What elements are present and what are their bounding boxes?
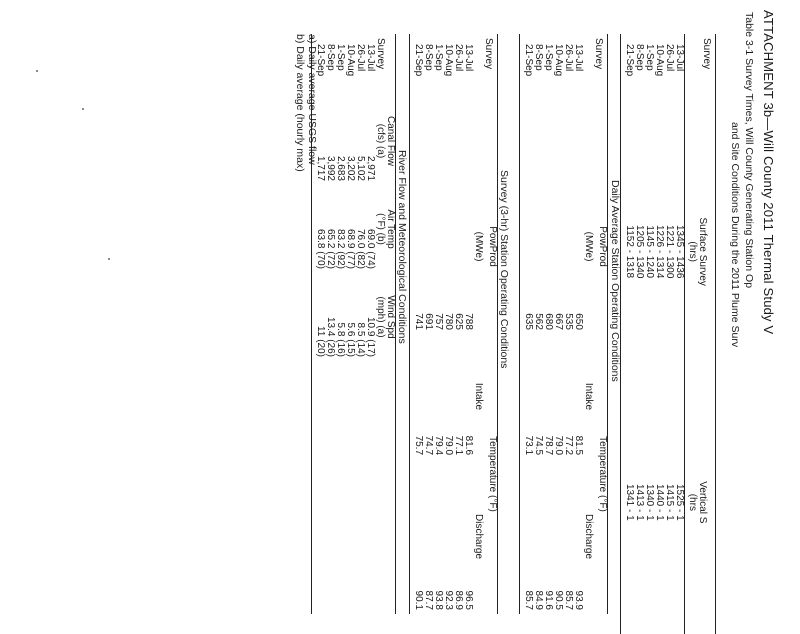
table-row — [355, 34, 365, 614]
table-cell-survey: 21-Sep — [413, 44, 424, 77]
document-title: ATTACHMENT 3b—Will County 2011 Thermal Study V — [761, 10, 776, 335]
table-cell-air: 83.2 (92) — [335, 228, 346, 269]
table-cell-discharge: 84.9 — [533, 590, 544, 610]
table-cell-spacer — [355, 361, 365, 614]
header-survey: Survey — [593, 38, 604, 70]
table-cell-powprod: 650 — [573, 313, 584, 330]
table-row — [410, 34, 424, 614]
caption-line-2: and Site Conditions During the 2011 Plume Surv — [729, 122, 741, 348]
table-cell-air: 68.9 (77) — [345, 228, 356, 269]
table-cell-vertical: 1525 - 1 — [674, 483, 685, 521]
header-wind-speed: Wind Spd — [385, 295, 396, 339]
table-cell-spacer — [325, 361, 335, 614]
table-row — [543, 34, 553, 614]
header-canal-flow: Canal Flow — [385, 115, 396, 167]
table-cell-intake: 74.7 — [423, 435, 434, 456]
header-survey: Survey — [483, 38, 494, 70]
table-cell-survey: 21-Sep — [315, 44, 326, 77]
table-cell-discharge: 85.7 — [563, 590, 574, 610]
table-cell-survey: 10-Aug — [345, 44, 356, 77]
header-surface-survey: Surface Survey — [697, 217, 708, 286]
table-cell-surface: 1152 - 1318 — [624, 225, 635, 279]
table-row — [335, 34, 345, 614]
table-cell-vertical: 1340 - 1 — [644, 483, 655, 521]
table-row — [443, 34, 453, 614]
table-cell-vertical: 1415 - 1 — [664, 483, 675, 521]
header-survey: Survey — [701, 38, 712, 70]
footnote-a: a) Daily average USGS flow — [306, 34, 318, 165]
table-cell-air: 76.0 (82) — [355, 228, 366, 269]
table-cell-surface: 1221 - 1300 — [664, 225, 675, 279]
table-row — [654, 34, 664, 634]
table-cell-discharge: 91.6 — [543, 590, 554, 610]
table-cell-survey: 21-Sep — [523, 44, 534, 77]
table-cell-intake: 81.6 — [463, 435, 474, 456]
table-cell-wind: 10.9 (17) — [365, 316, 376, 357]
table-cell-canal: 3,992 — [325, 155, 336, 181]
table-cell-wind: 5.8 (16) — [335, 322, 346, 357]
table-row — [674, 34, 685, 634]
table-cell-powprod: 667 — [553, 313, 564, 330]
table-row — [423, 34, 433, 614]
header-powprod: PowProd — [597, 226, 608, 267]
caption-line-1: Table 3-1 Survey Times, Will County Generating Station Op — [743, 12, 755, 289]
table-row — [325, 34, 335, 614]
table-cell-survey: 10-Aug — [553, 44, 564, 77]
header-powprod-unit: (MWe) — [583, 231, 594, 262]
table-row — [644, 34, 654, 634]
table-cell-spacer — [335, 361, 345, 614]
header-powprod-unit: (MWe) — [473, 231, 484, 262]
table-cell-survey: 1-Sep — [335, 44, 346, 71]
table-cell-vertical: 1341 - 1 — [624, 483, 635, 521]
table-cell-survey: 26-Jul — [453, 44, 464, 72]
table-row — [345, 34, 355, 614]
river-flow-table — [311, 34, 396, 614]
table-row — [463, 34, 473, 614]
table-cell-intake: 79.0 — [443, 435, 454, 456]
table-cell-intake: 78.7 — [543, 435, 554, 456]
survey-station-title: Survey (3-hr) Station Operating Conditions — [498, 170, 510, 369]
header-temperature: Temperature (°F) — [597, 436, 608, 512]
table-cell-powprod: 691 — [423, 313, 434, 330]
table-cell-discharge: 93.9 — [573, 590, 584, 610]
table-cell-intake: 81.5 — [573, 435, 584, 456]
table-cell-canal: 5,102 — [355, 155, 366, 181]
table-cell-powprod: 625 — [453, 313, 464, 330]
table-cell-intake: 77.1 — [453, 435, 464, 456]
scan-speck — [108, 258, 110, 260]
table-cell-survey: 10-Aug — [654, 44, 665, 77]
table-cell-survey: 13-Jul — [463, 44, 474, 72]
table-row — [664, 34, 674, 634]
table-cell-powprod: 562 — [533, 313, 544, 330]
table-row — [453, 34, 463, 614]
table-cell-survey: 21-Sep — [624, 44, 635, 77]
table-row — [433, 34, 443, 614]
table-cell-discharge: 93.8 — [433, 590, 444, 610]
table-cell-intake: 79.4 — [433, 435, 444, 456]
table-cell-survey: 1-Sep — [433, 44, 444, 71]
table-cell-powprod: 535 — [563, 313, 574, 330]
table-cell-powprod: 788 — [463, 313, 474, 330]
scan-speck — [36, 70, 38, 72]
table-cell-surface: 1205 - 1340 — [634, 225, 645, 279]
table-row — [621, 34, 635, 634]
table-cell-powprod: 741 — [413, 313, 424, 330]
table-cell-spacer — [365, 361, 375, 614]
table-cell-intake: 74.5 — [533, 435, 544, 456]
table-cell-spacer — [312, 361, 326, 614]
header-powprod: PowProd — [487, 226, 498, 267]
table-cell-surface: 1145 - 1240 — [644, 225, 655, 279]
table-row — [553, 34, 563, 614]
table-cell-vertical: 1413 - 1 — [634, 483, 645, 521]
header-temperature: Temperature (°F) — [487, 436, 498, 512]
header-intake: Intake — [583, 382, 594, 411]
header-discharge: Discharge — [473, 514, 484, 560]
header-vertical-unit: (hrs — [687, 493, 698, 511]
table-cell-survey: 8-Sep — [325, 44, 336, 71]
table-cell-discharge: 96.5 — [463, 590, 474, 610]
table-cell-wind: 8.5 (14) — [355, 322, 366, 357]
daily-station-table — [519, 34, 608, 614]
table-cell-discharge: 90.5 — [553, 590, 564, 610]
table-cell-discharge: 86.9 — [453, 590, 464, 610]
table-row — [563, 34, 573, 614]
table-cell-survey: 1-Sep — [644, 44, 655, 71]
table-cell-survey: 10-Aug — [443, 44, 454, 77]
table-cell-wind: 11 (20) — [315, 326, 326, 357]
survey-times-table — [620, 34, 716, 634]
survey-station-table — [409, 34, 498, 614]
table-cell-survey: 13-Jul — [365, 44, 376, 72]
table-cell-survey: 1-Sep — [543, 44, 554, 71]
header-canal-unit: (cfs) (a) — [375, 123, 386, 159]
table-cell-canal: 3,202 — [345, 155, 356, 181]
table-cell-powprod: 757 — [433, 313, 444, 330]
table-cell-spacer — [345, 361, 355, 614]
table-cell-survey: 26-Jul — [563, 44, 574, 72]
table-cell-discharge: 87.7 — [423, 590, 434, 610]
table-cell-discharge: 85.7 — [523, 590, 534, 610]
table-cell-survey: 8-Sep — [634, 44, 645, 71]
table-caption — [728, 12, 756, 612]
table-cell-air: 63.8 (70) — [315, 228, 326, 269]
header-wind-unit: (mph) (a) — [375, 296, 386, 338]
header-air-temp: Air Temp — [385, 209, 396, 249]
table-cell-discharge: 92.3 — [443, 590, 454, 610]
table-cell-wind: 13.4 (26) — [325, 316, 336, 357]
table-cell-survey: 8-Sep — [533, 44, 544, 71]
table-row — [634, 34, 644, 634]
table-cell-canal: 2,683 — [335, 155, 346, 181]
table-cell-surface: 1226 - 1314 — [654, 225, 665, 279]
table-cell-discharge: 90.1 — [413, 590, 424, 610]
table-cell-air: 65.2 (72) — [325, 228, 336, 269]
table-row — [365, 34, 375, 614]
header-intake: Intake — [473, 382, 484, 411]
table-cell-intake: 75.7 — [413, 435, 424, 456]
table-cell-vertical: 1440 - 1 — [654, 483, 665, 521]
table-cell-intake: 79.0 — [553, 435, 564, 456]
footnote-b: b) Daily average (hourly max) — [294, 34, 306, 172]
table-cell-intake: 73.1 — [523, 435, 534, 456]
table-cell-survey: 26-Jul — [664, 44, 675, 72]
table-row — [533, 34, 543, 614]
table-cell-canal: 1,717 — [315, 155, 326, 181]
table-cell-powprod: 680 — [543, 313, 554, 330]
header-air-unit: (°F) (b) — [375, 213, 386, 245]
table-cell-powprod: 635 — [523, 313, 534, 330]
table-cell-intake: 77.2 — [563, 435, 574, 456]
header-surface-unit: (hrs) — [687, 241, 698, 262]
scan-speck — [82, 108, 84, 110]
header-vertical-survey: Vertical S — [697, 481, 708, 524]
table-cell-surface: 1345 - 1436 — [674, 225, 685, 279]
table-cell-powprod: 780 — [443, 313, 454, 330]
table-cell-survey: 8-Sep — [423, 44, 434, 71]
table-cell-air: 69.0 (74) — [365, 228, 376, 269]
header-discharge: Discharge — [583, 514, 594, 560]
table-row — [520, 34, 534, 614]
table-row — [573, 34, 583, 614]
daily-station-title: Daily Average Station Operating Conditions — [609, 180, 621, 382]
table-cell-survey: 13-Jul — [674, 44, 685, 72]
table-cell-survey: 13-Jul — [573, 44, 584, 72]
table-cell-survey: 26-Jul — [355, 44, 366, 72]
river-flow-title: River Flow and Meteorological Conditions — [396, 150, 408, 344]
header-survey: Survey — [375, 38, 386, 70]
table-cell-canal: 2,971 — [365, 155, 376, 181]
table-cell-wind: 5.6 (15) — [345, 322, 356, 357]
